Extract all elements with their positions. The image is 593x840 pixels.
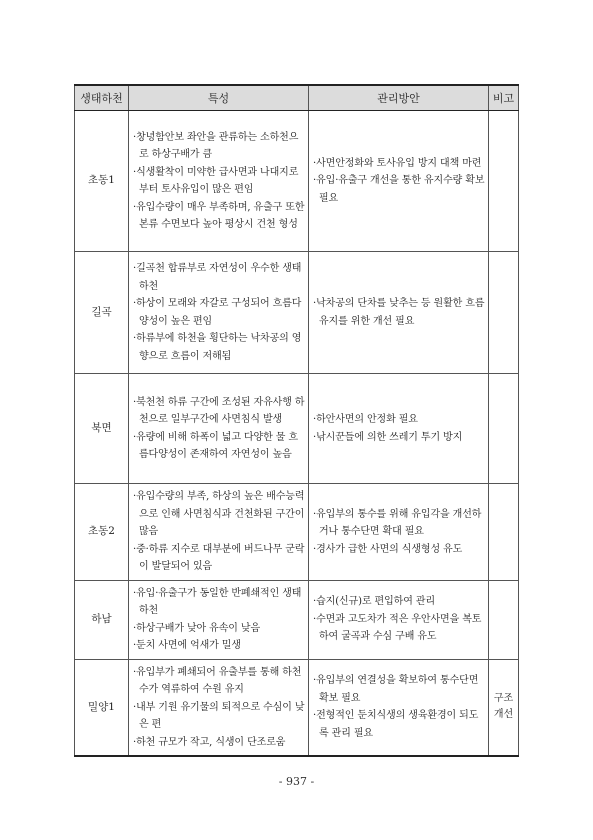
management-cell <box>309 580 489 659</box>
stream-name-cell: 북면 <box>75 374 129 484</box>
table-row <box>75 111 519 252</box>
header-management: 관리방안 <box>309 85 489 111</box>
feature-item: ·하상이 모래와 자갈로 구성되어 흐름다양성이 높은 편임 <box>133 298 302 327</box>
note-cell <box>489 111 519 252</box>
note-cell <box>489 580 519 659</box>
features-cell <box>129 252 309 374</box>
feature-item: ·유입수량의 부족, 하상의 높은 배수능력으로 인해 사면침식과 건천화된 구간이 많음 <box>133 491 305 537</box>
feature-item: ·하류부에 하천을 횡단하는 낙차공의 영향으로 흐름이 저해됨 <box>133 333 302 362</box>
note-cell <box>489 484 519 581</box>
management-cell <box>309 111 489 252</box>
feature-item: ·유입수량이 매우 부족하며, 유출구 또한 본류 수면보다 높아 평상시 건천 형성 <box>133 201 305 230</box>
note-text: 구조 <box>493 693 514 705</box>
header-note: 비고 <box>489 85 519 111</box>
table-row <box>75 374 519 484</box>
feature-item: ·창녕함안보 좌안을 관류하는 소하천으로 하상구배가 큼 <box>133 131 299 160</box>
management-item: ·유입부의 연결성을 확보하여 통수단면 확보 필요 <box>313 675 479 704</box>
note-cell <box>489 252 519 374</box>
table-row <box>75 252 519 374</box>
features-cell <box>129 484 309 581</box>
feature-item: ·유량에 비해 하폭이 넓고 다양한 물 흐름다양성이 존재하여 자연성이 높음 <box>133 431 298 460</box>
management-cell <box>309 484 489 581</box>
features-cell <box>129 659 309 756</box>
table-row <box>75 580 519 659</box>
management-item: ·낚시꾼들에 의한 쓰레기 투기 방지 <box>313 431 463 443</box>
stream-name-cell: 초동2 <box>75 484 129 581</box>
management-item: ·경사가 급한 사면의 식생형성 유도 <box>313 543 463 555</box>
table-header-row <box>75 85 519 111</box>
management-cell <box>309 374 489 484</box>
feature-item: ·내부 기원 유기물의 퇴적으로 수심이 낮은 편 <box>133 701 305 730</box>
feature-item: ·북천천 하류 구간에 조성된 자유사행 하천으로 일부구간에 사면침식 발생 <box>133 396 305 425</box>
table-row <box>75 484 519 581</box>
management-item: ·하안사면의 안정화 필요 <box>313 414 418 425</box>
stream-name-cell: 밀양1 <box>75 659 129 756</box>
stream-management-table <box>74 84 519 757</box>
management-item: ·사면안정화와 토사유입 방지 대책 마련 <box>313 157 482 169</box>
features-cell <box>129 374 309 484</box>
features-cell <box>129 111 309 252</box>
stream-name-cell: 길곡 <box>75 252 129 374</box>
management-item: ·유입부의 통수를 위해 유입각을 개선하거나 통수단면 확대 필요 <box>313 508 482 537</box>
header-stream: 생태하천 <box>75 85 129 111</box>
stream-name-cell: 하남 <box>75 580 129 659</box>
feature-item: ·하상구배가 낮아 유속이 낮음 <box>133 622 261 634</box>
note-text: 개선 <box>493 709 514 721</box>
management-item: ·낙차공의 단차를 낮추는 등 원활한 흐름 유지를 위한 개선 필요 <box>313 298 485 327</box>
page-number: - 937 - <box>278 775 315 788</box>
feature-item: ·중·하류 지수로 대부분에 버드나무 군락이 발달되어 있음 <box>133 543 305 572</box>
feature-item: ·유입부가 폐쇄되어 유출부를 통해 하천수가 역류하여 수원 유지 <box>133 666 302 695</box>
management-item: ·습지(신규)로 편입하여 관리 <box>313 596 435 608</box>
management-item: ·전형적인 둔치식생의 생육환경이 되도록 관리 필요 <box>313 710 479 739</box>
feature-item: ·길곡천 합류부로 자연성이 우수한 생태하천 <box>133 263 302 292</box>
management-cell <box>309 659 489 756</box>
management-item: ·수면과 고도차가 적은 우안사면을 복토하여 굴곡과 수심 구배 유도 <box>313 613 482 643</box>
management-cell <box>309 252 489 374</box>
features-cell <box>129 580 309 659</box>
management-item: ·유입·유출구 개선을 통한 유지수량 확보 필요 <box>313 175 485 204</box>
table-row <box>75 659 519 756</box>
stream-name-cell: 초동1 <box>75 111 129 252</box>
feature-item: ·둔치 사면에 억새가 밀생 <box>133 640 241 651</box>
feature-item: ·유입·유출구가 동일한 반폐쇄적인 생태하천 <box>133 587 302 616</box>
feature-item: ·식생활착이 미약한 급사면과 나대지로부터 토사유입이 많은 편임 <box>133 166 299 195</box>
feature-item: ·하천 규모가 작고, 식생이 단조로움 <box>133 736 286 748</box>
header-features: 특성 <box>129 85 309 111</box>
note-cell <box>489 659 519 756</box>
note-cell <box>489 374 519 484</box>
